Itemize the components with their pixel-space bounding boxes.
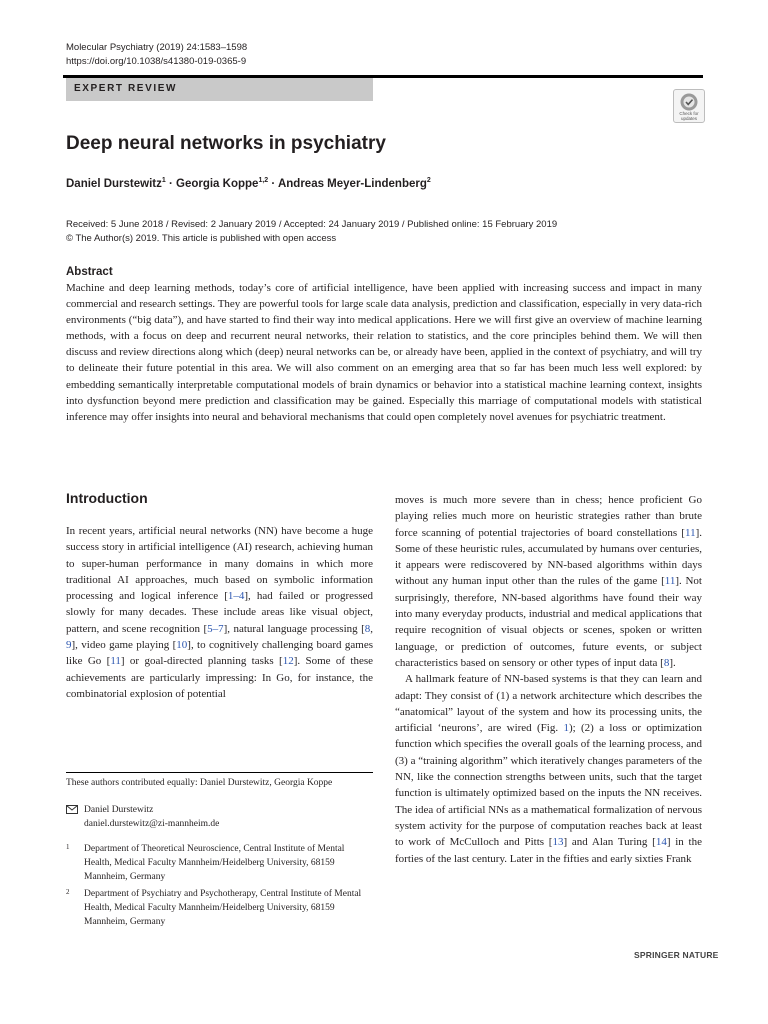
author-affiliation-marker: 1,2 xyxy=(258,177,269,184)
contact-name: Daniel Durstewitz xyxy=(84,805,154,815)
section-label: EXPERT REVIEW xyxy=(74,83,178,94)
citation-link[interactable]: 1 xyxy=(563,722,569,735)
intro-paragraph: A hallmark feature of NN-based systems is that they can learn and adapt: They consist of (1) a network architecture which describes the “anatomical” layout of the system and how its processing units, the artificial ‘neurons’, are wired (Fig. 1); (2) a loss or optimization function which specifies the overall goals of the learning process, and (3) a “training algorithm” which iteratively changes parameters of the NN, like the connection strengths between units, such that the target function is ultimately optimized based on the inputs the NN receives. The idea of artificial NNs as a mathematical formalization of nervous system activity for the purpose of computation reaches back at least to work of McCulloch and Pitts [13] and Alan Turing [14] in the forties of the last century. Later in the fifties and early sixties Frank xyxy=(395,673,702,865)
citation-link[interactable]: 14 xyxy=(655,836,667,849)
citation-link[interactable]: 1–4 xyxy=(227,590,245,603)
author-name[interactable]: Andreas Meyer-Lindenberg xyxy=(277,177,427,190)
intro-paragraph: moves is much more severe than in chess; hence proficient Go playing relies much more on heuristic strategies rather than brute force scanning of potential trajectories of board constellations [11]. Some of these heuristic rules, accumulated by humans over centuries, it appears were rediscovered by NN-based algorithms within days without any human input other than the rules of the game [11]. Not surprisingly, therefore, NN-based algorithms have found their way into many everyday products, industrial and medical applications that require recognition of visual objects or scenes, spoken or written language, or prediction of outcomes, future events, or subject characteristics based on sensory or other types of input data [8]. xyxy=(395,494,702,669)
check-for-updates-badge[interactable] xyxy=(673,89,705,123)
journal-citation: Molecular Psychiatry (2019) 24:1583–1598 xyxy=(66,42,248,53)
author-affiliation-marker: 1 xyxy=(161,177,166,184)
author-affiliation-marker: 2 xyxy=(426,177,431,184)
journal-header xyxy=(66,41,247,69)
article-history xyxy=(66,218,557,246)
check-updates-icon xyxy=(678,92,700,112)
intro-paragraph: In recent years, artificial neural networks (NN) have become a huge success story in artificial intelligence (AI) research, achieving human to super-human performance in many domains in which more traditional AI approaches, much based on symbolic information processing and logical inference [1–4], had failed or progressed slowly for many decades. These include areas like visual object, pattern, and scene recognition [5–7], natural language processing [8, 9], video game playing [10], to cognitively challenging board games like Go [11] or goal-directed planning tasks [12]. Some of these achievements are particularly impressing: In Go, for instance, the combinatorial explosion of potential xyxy=(66,525,373,700)
introduction-heading: Introduction xyxy=(66,490,148,506)
affiliation-number: 2 xyxy=(66,888,70,896)
citation-link[interactable]: 8 xyxy=(663,656,670,669)
citation-link[interactable]: 10 xyxy=(176,639,188,652)
body-column-left xyxy=(66,523,373,702)
affiliation-number: 1 xyxy=(66,843,70,851)
citation-link[interactable]: 11 xyxy=(664,575,676,588)
citation-link[interactable]: 12 xyxy=(282,655,294,668)
citation-link[interactable]: 5–7 xyxy=(207,622,224,635)
author-name[interactable]: Georgia Koppe xyxy=(176,177,259,190)
citation-link[interactable]: 9 xyxy=(66,639,72,652)
citation-link[interactable]: 11 xyxy=(684,526,696,539)
author-list: Daniel Durstewitz$^1$ · Georgia Koppe$^{1,2}$ · Andreas Meyer-Lindenberg$^2$ xyxy=(66,177,431,190)
license-note: © The Author(s) 2019. This article is published with open access xyxy=(66,233,337,244)
author-name[interactable]: Daniel Durstewitz xyxy=(66,177,162,190)
citation-link[interactable]: 8 xyxy=(364,622,371,635)
body-column-right xyxy=(395,492,702,867)
check-updates-label: Check for updates xyxy=(679,111,699,121)
doi-link[interactable]: https://doi.org/10.1038/s41380-019-0365-9 xyxy=(66,56,247,67)
envelope-icon xyxy=(66,805,78,814)
section-label-band xyxy=(66,78,373,101)
contact-email[interactable]: daniel.durstewitz@zi-mannheim.de xyxy=(84,819,220,829)
publication-dates: Received: 5 June 2018 / Revised: 2 January 2019 / Accepted: 24 January 2019 / Published online: 15 February 2019 xyxy=(66,219,558,230)
article-title: Deep neural networks in psychiatry xyxy=(66,133,386,154)
affiliation-text: Department of Psychiatry and Psychotherapy, Central Institute of Mental Health, Medical Faculty Mannheim/Heidelberg University, 68159 Mannheim, Germany xyxy=(84,889,362,927)
equal-contribution-note: These authors contributed equally: Daniel Durstewitz, Georgia Koppe xyxy=(66,778,333,788)
footnote-rule xyxy=(66,772,373,773)
citation-link[interactable]: 11 xyxy=(110,655,121,668)
citation-link[interactable]: 13 xyxy=(552,836,564,849)
affiliation-text: Department of Theoretical Neuroscience, Central Institute of Mental Health, Medical Faculty Mannheim/Heidelberg University, 68159 Mannheim, Germany xyxy=(84,844,345,882)
abstract-heading: Abstract xyxy=(66,266,113,278)
abstract-text: Machine and deep learning methods, today’s core of artificial intelligence, have been applied with increasing success and impact in many commercial and research settings. They are powerful tools for large scale data analysis, prediction and classification, especially in very data-rich environments (“big data”), and have started to find their way into medical applications. Here we will first give an overview of machine learning methods, with a focus on deep and recurrent neural networks, their relation to statistics, and the core principles behind them. We will then discuss and review directions along which (deep) neural networks can be, or already have been, applied in the context of psychiatry, and will try to delineate their future potential in this area. We will also comment on an emerging area that so far has been much less well explored: by embedding semantically interpretable computational models of brain dynamics or behavior into a statistical machine learning context, insights into dysfunction beyond mere prediction and classification may be gained. Especially this marriage of computational models with statistical inference may offer insights into neural and behavioral mechanisms that could open completely novel avenues for psychiatric treatment. xyxy=(66,282,702,423)
abstract-section xyxy=(66,265,702,425)
publisher-logo: SPRINGER NATURE xyxy=(634,950,719,960)
